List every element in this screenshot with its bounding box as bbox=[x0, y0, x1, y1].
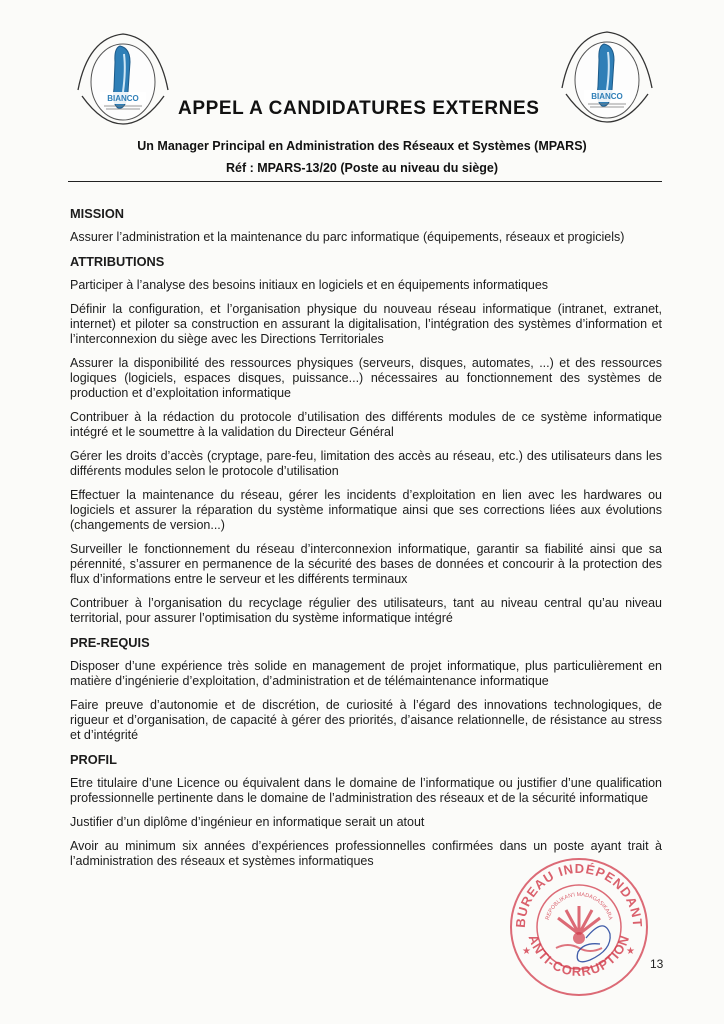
paragraph: Justifier d’un diplôme d’ingénieur en informatique serait un atout bbox=[70, 815, 425, 829]
section-heading: MISSION bbox=[70, 206, 125, 221]
stamp-inner-text: REPOBLIKAN'I MADAGASIKARA bbox=[544, 891, 614, 921]
paragraph: Surveiller le fonctionnement du réseau d’interconnexion informatique, garantir sa fiabilité ainsi que sa pérennité, s’assurer en permanence de la sécurité des bases de données et concourir à la protection des flux d’informations entre le serveur et les différents terminaux bbox=[70, 542, 662, 586]
section-heading: PROFIL bbox=[70, 752, 117, 767]
section-mission bbox=[70, 206, 662, 245]
paragraph: Participer à l’analyse des besoins initiaux en logiciels et en équipements informatiques bbox=[70, 278, 549, 292]
document-body bbox=[70, 206, 662, 878]
position-title: Un Manager Principal en Administration des Réseaux et Systèmes (MPARS) bbox=[137, 139, 587, 153]
section-prerequis bbox=[70, 635, 662, 743]
paragraph: Contribuer à la rédaction du protocole d’utilisation des différents modules de ce système informatique intégré et le soumettre à la validation du Directeur Général bbox=[70, 410, 662, 439]
section-heading: ATTRIBUTIONS bbox=[70, 254, 165, 269]
section-profil bbox=[70, 752, 662, 869]
paragraph: Assurer la disponibilité des ressources physiques (serveurs, disques, automates, ...) et des ressources logiques (logiciels, espaces disques, puissance...) nécessaires au fonctionnement des systèmes de production et d’exploitation informatique bbox=[70, 356, 662, 400]
bianco-logo-icon bbox=[68, 30, 178, 128]
paragraph: Avoir au minimum six années d’expériences professionnelles confirmées dans un poste ayant trait à l’administration des réseaux et systèmes informatiques bbox=[70, 839, 662, 868]
logo-text: BIANCO bbox=[107, 94, 139, 103]
paragraph: Etre titulaire d’une Licence ou équivalent dans le domaine de l’informatique ou justifier d’une qualification professionnelle pertinente dans le domaine de l’administration des réseaux et de la sécurité informatique bbox=[70, 776, 662, 805]
paragraph: Assurer l’administration et la maintenance du parc informatique (équipements, réseaux et progiciels) bbox=[70, 230, 625, 244]
paragraph: Disposer d’une expérience très solide en management de projet informatique, plus particulièrement en matière d’ingénierie d’exploitation, d’administration et de télémaintenance informatique bbox=[70, 659, 662, 688]
section-heading: PRE-REQUIS bbox=[70, 635, 150, 650]
page-number: 13 bbox=[650, 957, 664, 971]
reference-line: Réf : MPARS-13/20 (Poste au niveau du siège) bbox=[225, 161, 499, 175]
section-attributions bbox=[70, 254, 662, 626]
paragraph: Effectuer la maintenance du réseau, gérer les incidents d’exploitation en lien avec les hardwares ou logiciels et assurer la réparation du système informatique ainsi que ses corrections liées aux évolutions (changements de version...) bbox=[70, 488, 662, 532]
stamp-bottom-text: ANTI-CORRUPTION bbox=[525, 932, 633, 980]
svg-text:★: ★ bbox=[522, 946, 531, 957]
paragraph: Gérer les droits d’accès (cryptage, pare-feu, limitation des accès au réseau, etc.) des utilisateurs dans les différents modules selon le protocole d’utilisation bbox=[70, 449, 662, 478]
svg-text:★: ★ bbox=[626, 946, 635, 957]
paragraph: Contribuer à l’organisation du recyclage régulier des utilisateurs, tant au niveau central qu’au niveau territorial, pour assurer l’optimisation du système informatique intégré bbox=[70, 596, 662, 625]
official-stamp-icon bbox=[508, 856, 650, 998]
page-title: APPEL A CANDIDATURES EXTERNES bbox=[178, 98, 540, 119]
logo-text: BIANCO bbox=[591, 92, 623, 101]
header-divider bbox=[68, 181, 662, 182]
bianco-logo-icon bbox=[552, 28, 662, 126]
paragraph: Définir la configuration, et l’organisation physique du nouveau réseau informatique (intranet, extranet, internet) et piloter sa construction en assurant la digitalisation, l’intégration des systèmes d’information et l’interconnexion du siège avec les Directions Territoriales bbox=[70, 302, 662, 346]
stamp-top-text: BUREAU INDÉPENDANT bbox=[512, 860, 646, 929]
paragraph: Faire preuve d’autonomie et de discrétion, de curiosité à l’égard des innovations technologiques, de rigueur et d’organisation, de capacité à gérer des priorités, d’aisance relationnelle, de résistance au stress et d’intégrité bbox=[70, 698, 662, 742]
